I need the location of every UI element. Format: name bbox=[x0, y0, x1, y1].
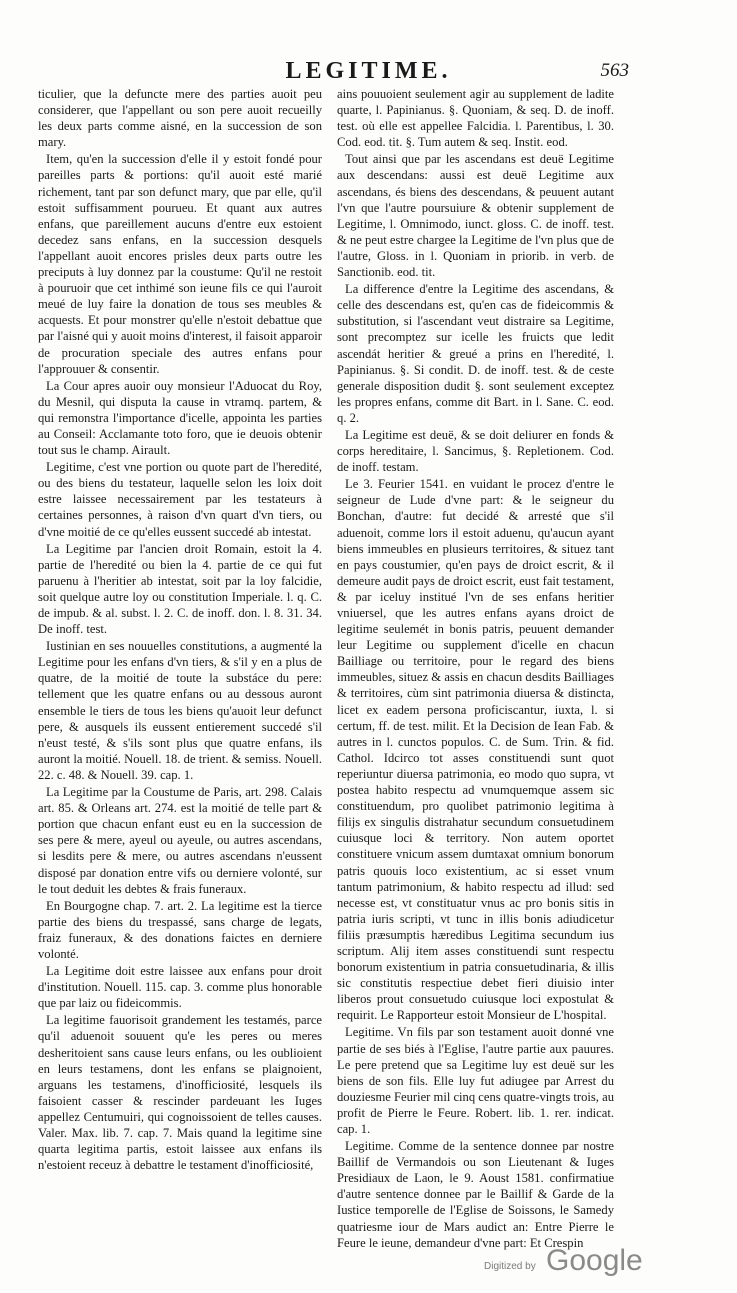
google-watermark bbox=[484, 1244, 643, 1280]
watermark-prefix: Digitized by bbox=[484, 1261, 536, 1272]
paragraph: Le 3. Feurier 1541. en vuidant le procez d'entre le seigneur de Lude d'vne part: & le seigneur du Bonchan, d'autre: fut decidé & arresté que s'il aduenoit, comme lors il estoit aduenu, qu'aucun ayant biens immeubles en plusieurs territoires, & situez tant en pays coustumier, qu'en pays de droict escrit, & il demeure audit pays de droict escrit, eust fait testament, & par iceluy institué l'vn de ses enfans heritier vniuersel, que les autres enfans ayans droict de legitime seulemét in bonis patris, peuuent demander leur Legitime ou supplement d'icelle en chacun Bailliage ou territoire, pour le regard des biens immeubles, situez & assis en chacun desdits Bailliages & territoires, cùm sint patrimonia diuersa & distincta, licet ex eadem persona proficiscantur, iuxta, l. si certum, ff. de test. milit. Et la Decision de Iean Fab. & autres in l. cunctos populos. C. de Sum. Trin. & fid. Cathol. Idcirco tot asses constituendi sunt quot reperiuntur diuersa patrimonia, eo modo quo supra, vt postea habito respectu ad vnumquemque assem sic constituendum, pro quolibet patrimonio legitima à filijs ex singulis distrahatur secundum consuetudinem cuiusque loci & territory. Non autem oportet constituere vnicum assem dumtaxat omnium bonorum patris quouis loco existentium, ac si esset vnum tantum patrimonium, & habito respectu ad illud: sed necesse est, vt constituatur vnus ac pro bonis sitis in patria iuris scripti, vt tunc in illis bonis adiudicetur filiis præsumptis hæredibus Legitima secundum ius scriptum. Alij item asses constituendi sunt respectu bonorum existentium in patria consuetudinaria, & illis sic constitutis respectiue debet fieri diuisio inter liberos prout consuetudo cuiusque loci expostulat & requirit. Le Rapporteur estoit Monsieur de L'hospital. bbox=[337, 477, 614, 1023]
paragraph: La Legitime doit estre laissee aux enfans pour droit d'institution. Nouell. 115. cap. 3. comme plus honorable que par laiz ou fideicommis. bbox=[38, 964, 322, 1011]
paragraph: En Bourgogne chap. 7. art. 2. La legitime est la tierce partie des biens du trespassé, sans charge de legats, fraiz funeraux, & des donations faictes en derniere volonté. bbox=[38, 898, 322, 961]
paragraph: La Legitime par l'ancien droit Romain, estoit la 4. partie de l'heredité ou bien la 4. partie de ce qui fut paruenu à l'heritier ab intestat, soit par la loy falcidie, soit quelque autre loy ou constitution Imperiale. l. q. C. de impub. & al. subst. l. 2. C. de inoff. don. l. 8. 31. 34. De inoff. test. bbox=[38, 541, 322, 637]
paragraph: La difference d'entre la Legitime des ascendans, & celle des descendans est, qu'en cas de fideicommis & substitution, si l'ascendant veut distraire sa Legitime, sont precomptez sur icelle les fruicts que ledit ascendát heritier & greué a prins en l'heredité, l. Papinianus. §. Si condit. D. de inoff. test. & de ceste generale disposition dudit §. sont seulement exceptez les propres enfans, comme dit Bart. in l. Sane. C. eod. q. 2. bbox=[337, 282, 614, 425]
right-column bbox=[337, 86, 614, 1252]
paragraph: Legitime, c'est vne portion ou quote part de l'heredité, ou des biens du testateur, laquelle selon les loix doit estre laissee necessairement par les testateurs à certaines personnes, à raison d'vn quart d'vn tiers, ou d'vne moitié de ce qu'elles eussent succedé ab intestat. bbox=[38, 460, 322, 539]
paragraph: La Legitime est deuë, & se doit deliurer en fonds & corps hereditaire, l. Sancimus, §. Repletionem. Cod. de inoff. testam. bbox=[337, 427, 614, 475]
paragraph: La legitime fauorisoit grandement les testamés, parce qu'il aduenoit souuent qu'e les peres ou meres desheritoient sans cause leurs enfans, ou les oublioient en leurs testamens, dont les enfans se plaignoient, arguans les testamens, d'inofficiosité, lesquels ils faisoient casser & rescinder pardeuant les Iuges appellez Centumuiri, qui cognoissoient de telles causes. Valer. Max. lib. 7. cap. 7. Mais quand la legitime sine quarta legitima partis, estoit laissee aux enfans ils n'estoient receuz à debattre le testament d'inofficiosité, bbox=[38, 1013, 322, 1173]
paragraph: Legitime. Comme de la sentence donnee par nostre Baillif de Vermandois ou son Lieutenant & Iuges Presidiaux de Laon, le 9. Aoust 1581. confirmatiue d'autre sentence donnee par le Baillif & Garde de la Iustice temporelle de l'Eglise de Soissons, le Samedy quatriesme iour de Mars audict an: Entre Pierre le Feure le ieune, demandeur d'vne part: Et Crespin bbox=[337, 1139, 614, 1250]
paragraph: Legitime. Vn fils par son testament auoit donné vne partie de ses biés à l'Eglise, l'autre partie aux pauures. Le pere pretend que sa Legitime luy est deuë sur les biens de son fils. Elle luy fut adiugee par Arrest du douziesme Feurier mil cinq cens quatre-vingts trois, au profit de Pierre le Feure. Robert. lib. 1. rer. indicat. cap. 1. bbox=[337, 1025, 614, 1136]
paragraph: La Legitime par la Coustume de Paris, art. 298. Calais art. 85. & Orleans art. 274. est la moitié de telle part & portion que chacun enfant eust eu en la succession de ses pere & mere, ayeul ou ayeule, ou autres ascendans, si lesdits pere & mere, ou autres ascendans n'eussent disposé par donation entre vifs ou derniere volonté, sur le tout deduit les debtes & frais funeraux. bbox=[38, 785, 322, 896]
paragraph: ains pouuoient seulement agir au supplement de ladite quarte, l. Papinianus. §. Quoniam, & seq. D. de inoff. test. où elle est appellee Falcidia. l. Parentibus, l. 30. Cod. eod. tit. §. Tum autem & seq. Instit. eod. bbox=[337, 87, 614, 150]
watermark-brand: Google bbox=[546, 1244, 643, 1277]
paragraph: ticulier, que la defuncte mere des parties auoit peu considerer, que l'appellant ou son pere auoit recueilly les deux parts comme aisné, en la succession de son mary. bbox=[38, 87, 322, 150]
page-header bbox=[0, 58, 737, 88]
page-number: 563 bbox=[600, 60, 629, 81]
left-column bbox=[38, 86, 322, 1174]
paragraph: La Cour apres auoir ouy monsieur l'Aduocat du Roy, du Mesnil, qui disputa la cause in vtramq. partem, & qui remonstra l'importance d'icelle, appointa les parties au Conseil: Acclamante toto foro, que ie deuois obtenir tout sus le champ. Airault. bbox=[38, 378, 322, 458]
paragraph: Iustinian en ses nouuelles constitutions, a augmenté la Legitime pour les enfans d'vn tiers, & s'il y en a plus de quatre, de la moitié de toute la substáce du pere: tellement que les quatre enfans ou au dessous auront ensemble le tiers de tous les biens qu'auoit leur defunct pere, & ausquels ils eussent entierement succedé s'il n'eust testé, & s'ils sont plus que quatre enfans, ils auront la moitié. Nouell. 18. de trient. & semiss. Nouell. 22. c. 48. & Nouell. 39. cap. 1. bbox=[38, 639, 322, 782]
running-title: LEGITIME. bbox=[285, 58, 452, 84]
paragraph: Tout ainsi que par les ascendans est deuë Legitime aux descendans: aussi est deuë Legitime aux ascendans, és biens des descendans, & peuuent autant l'vn que l'autre poursuiure & obtenir supplement de Legitime, l. Omnimodo, iunct. gloss. C. de inoff. test. & ne peut estre chargee la Legitime de l'vn plus que de l'autre, Gloss. in l. Quoniam in priorib. in verb. de Sanctionib. eod. tit. bbox=[337, 152, 614, 280]
paragraph: Item, qu'en la succession d'elle il y estoit fondé pour pareilles parts & portions: qu'il auoit esté marié richement, tant par son defunct mary, que par elle, qu'il estoit suffisamment pourueu. Et quant aux autres enfans, que pareillement aucuns d'entre eux estoient decedez sans enfans, en la succession desquels l'appellant auoit encores prisles deux parts outre les preciputs à luy donnez par la coustume: Qu'il ne restoit à pouruoir que cet inthimé son ieune fils ce qui l'auroit meué de luy faire la donation de tous ses meubles & acquests. Et pour monstrer qu'elle n'estoit debattue que par l'aisné qui y auoit moins d'interest, il faisoit apparoir de procuration speciale des autres enfans pour l'approuuer & consentir. bbox=[38, 152, 322, 376]
